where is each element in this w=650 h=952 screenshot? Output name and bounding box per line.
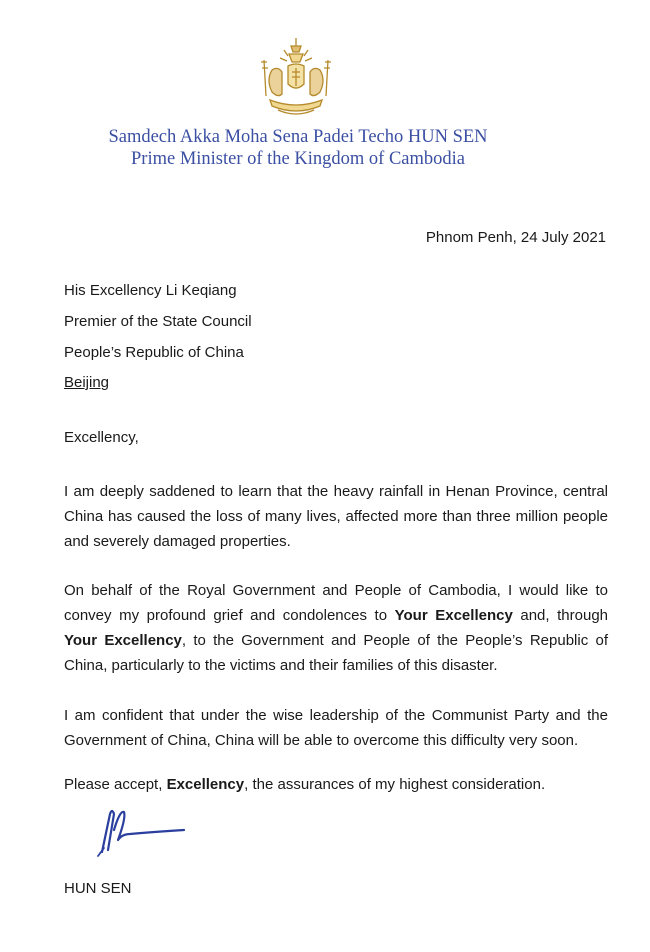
letterhead-title: Prime Minister of the Kingdom of Cambodia: [131, 149, 465, 169]
p2-text-c: and, through: [512, 607, 609, 624]
closing-paragraph: [64, 772, 608, 797]
body-paragraph-3: I am confident that under the wise leadership of the Communist Party and the Government of China, China will be able to overcome this difficulty very soon.: [64, 707, 608, 749]
body-paragraph-1: I am deeply saddened to learn that the heavy rainfall in Henan Province, central China has caused the loss of many lives, affected more than three million people and severely damaged properties.: [64, 483, 608, 550]
addressee-title: Premier of the State Council: [64, 313, 252, 330]
handwritten-signature-icon: [92, 800, 188, 860]
salutation: Excellency,: [64, 429, 139, 446]
addressee-country: People’s Republic of China: [64, 344, 244, 361]
signatory-name: HUN SEN: [64, 880, 132, 897]
royal-arms-of-cambodia-icon: [258, 36, 334, 120]
p2-emphasis-2: Your Excellency: [64, 632, 182, 649]
p2-emphasis-1: Your Excellency: [394, 607, 513, 624]
addressee-city: Beijing: [64, 374, 110, 391]
letterhead-name: Samdech Akka Moha Sena Padei Techo HUN SEN: [108, 127, 488, 147]
p2-text-a: On behalf of the Royal Government and People of Cambodia, I would like to convey my profound grief and condolences to: [64, 582, 608, 624]
body-paragraph-2: [64, 578, 608, 678]
p4-text-c: , the assurances of my highest consideration.: [244, 776, 546, 793]
p2-text-e: , to the Government and People of the People’s Republic of China, particularly to the victims and their families of this disaster.: [64, 632, 608, 674]
date-line: Phnom Penh, 24 July 2021: [425, 229, 606, 246]
p4-text-a: Please accept,: [64, 776, 167, 793]
addressee-name: His Excellency Li Keqiang: [64, 282, 237, 299]
p4-emphasis: Excellency: [166, 776, 245, 793]
